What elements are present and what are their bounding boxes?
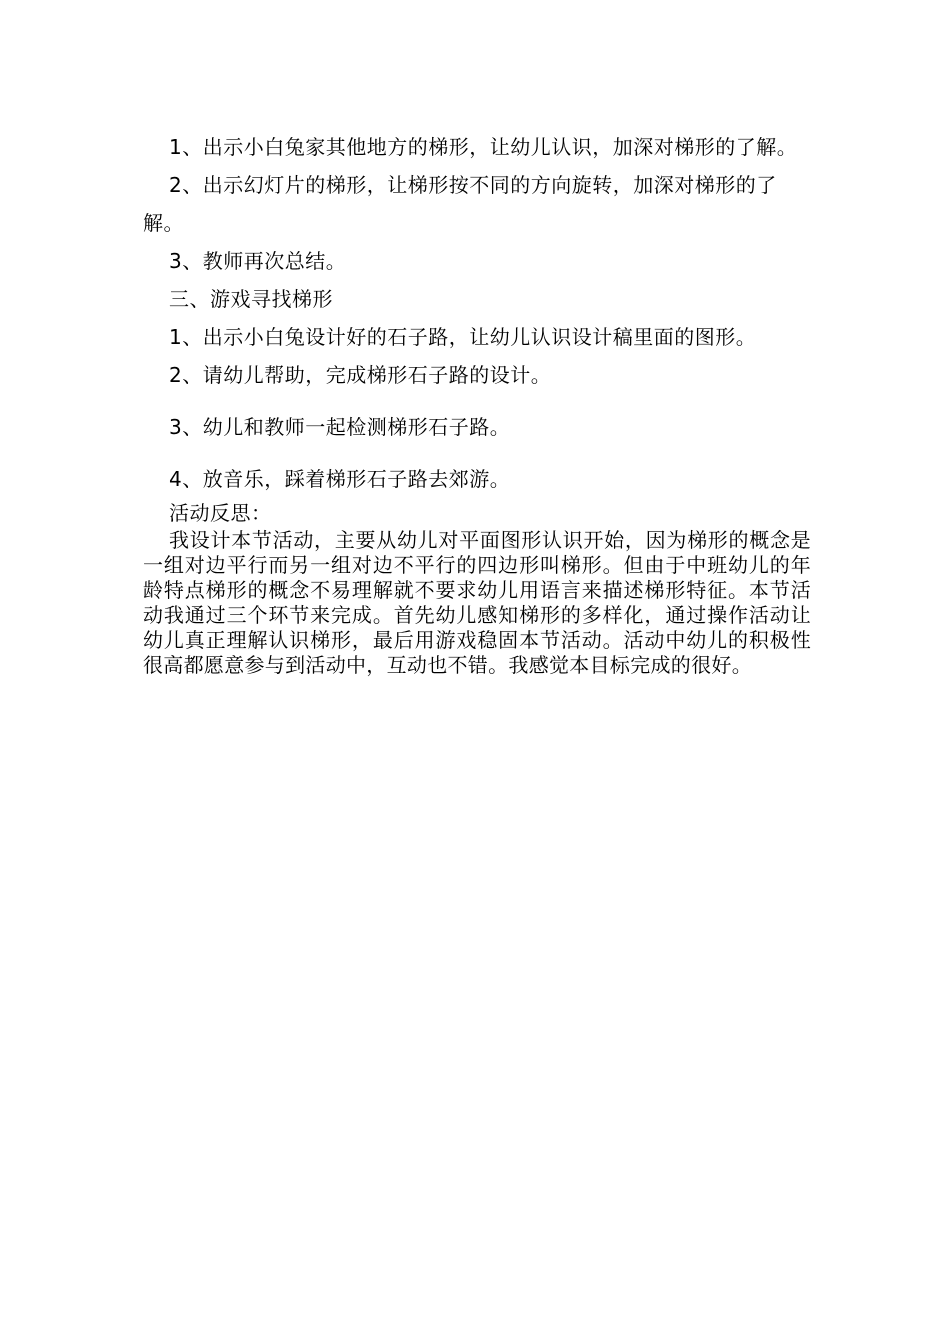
reflection-heading: 活动反思： xyxy=(169,501,272,525)
paragraph-game-step-1: 1、出示小白兔设计好的石子路，让幼儿认识设计稿里面的图形。 xyxy=(169,325,757,349)
paragraph-step-1-shapes: 1、出示小白兔家其他地方的梯形，让幼儿认识，加深对梯形的了解。 xyxy=(169,135,798,159)
reflection-body: 我设计本节活动，主要从幼儿对平面图形认识开始，因为梯形的概念是一组对边平行而另一组对边不平行的四边形叫梯形。但由于中班幼儿的年龄特点梯形的概念不易理解就不要求幼儿用语言来描述梯形特征。本节活动我通过三个环节来完成。首先幼儿感知梯形的多样化，通过操作活动让幼儿真正理解认识梯形，最后用游戏稳固本节活动。活动中幼儿的积极性很高都愿意参与到活动中，互动也不错。我感觉本目标完成的很好。 xyxy=(143,528,811,677)
paragraph-game-step-4: 4、放音乐，踩着梯形石子路去郊游。 xyxy=(169,467,511,491)
document-body xyxy=(143,128,811,678)
paragraph-step-2-slides: 2、出示幻灯片的梯形，让梯形按不同的方向旋转，加深对梯形的了解。 xyxy=(143,173,777,235)
paragraph-step-3-summary: 3、教师再次总结。 xyxy=(169,249,347,273)
paragraph-game-step-3: 3、幼儿和教师一起检测梯形石子路。 xyxy=(169,415,511,439)
section-heading-game: 三、游戏寻找梯形 xyxy=(169,287,333,311)
paragraph-game-step-2: 2、请幼儿帮助，完成梯形石子路的设计。 xyxy=(169,363,552,387)
